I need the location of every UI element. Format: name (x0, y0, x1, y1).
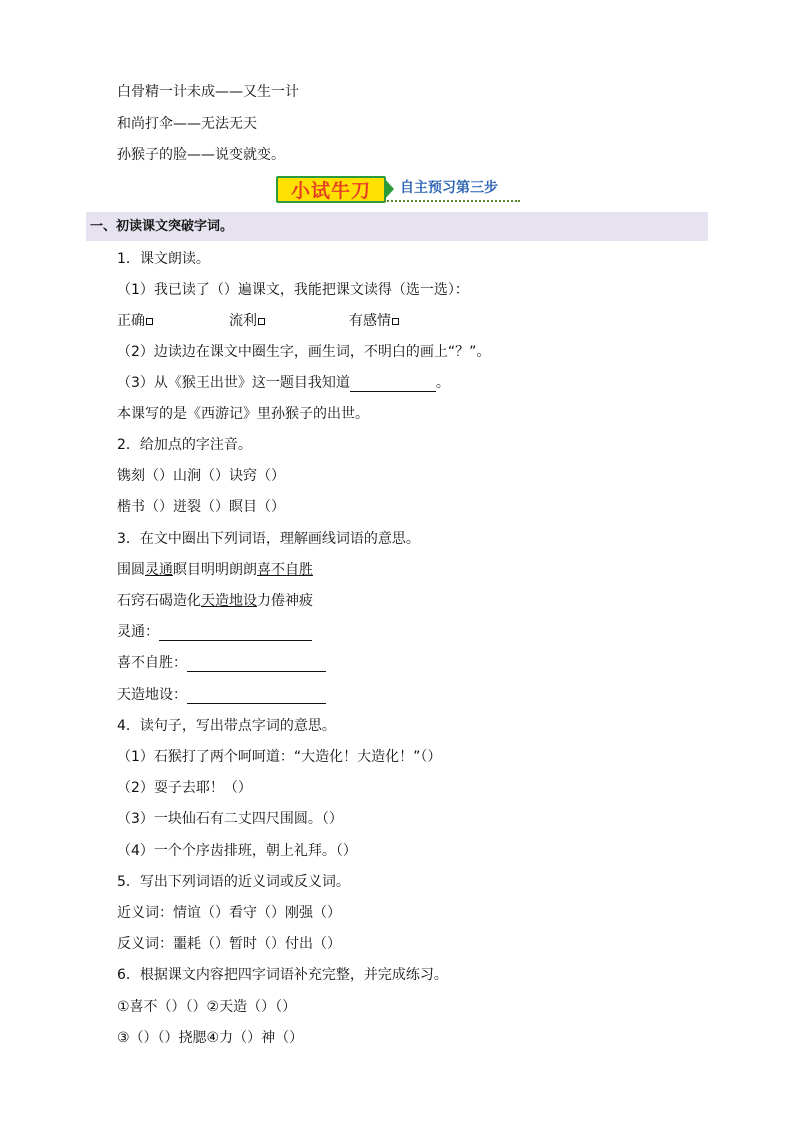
q3-title: 3．在文中圈出下列词语，理解画线词语的意思。 (117, 531, 420, 547)
q4-sentence-2: （2）耍子去耶！（） (117, 780, 252, 796)
q4-sentence-4: （4）一个个序齿排班，朝上礼拜。（） (117, 843, 357, 859)
q1-part3: （3）从《猴王出世》这一题目我知道 。 (117, 375, 450, 391)
q6-row-1: ①喜不（）（）②天造（）（） (117, 999, 297, 1015)
q1-answer: 本课写的是《西游记》里孙猴子的出世。 (117, 406, 369, 422)
option-expressive[interactable]: 有感情 (349, 313, 399, 329)
intro-line-2: 和尚打伞——无法无天 (117, 116, 257, 132)
q5-antonyms: 反义词：噩耗（）暂时（）付出（） (117, 936, 341, 952)
q6-title: 6．根据课文内容把四字词语补充完整，并完成练习。 (117, 967, 448, 983)
underlined-word: 灵通 (145, 562, 173, 578)
q6-row-2: ③（）（）挠腮④力（）神（） (117, 1030, 304, 1046)
intro-line-3: 孙猴子的脸——说变就变。 (117, 147, 285, 163)
checkbox-icon[interactable] (258, 318, 265, 325)
badge (276, 176, 386, 203)
q5-synonyms: 近义词：情谊（）看守（）刚强（） (117, 905, 341, 921)
q2-line-2: 楷书（）迸裂（）瞑目（） (117, 499, 285, 515)
answer-blank[interactable] (187, 689, 326, 704)
step-label: 自主预习第三步 (400, 180, 498, 196)
section-header (86, 212, 708, 241)
dotted-divider (384, 200, 520, 202)
q3-field-3: 天造地设： (117, 686, 326, 704)
q4-sentence-3: （3）一块仙石有二丈四尺围圆。（） (117, 811, 343, 827)
underlined-word: 喜不自胜 (257, 562, 313, 578)
q2-title: 2．给加点的字注音。 (117, 437, 252, 453)
q5-title: 5．写出下列词语的近义词或反义词。 (117, 874, 350, 890)
q3-words-1: 围圆灵通瞑目明明朗朗喜不自胜 (117, 562, 313, 578)
option-fluent[interactable]: 流利 (229, 313, 265, 329)
q1-title: 1．课文朗读。 (117, 251, 210, 267)
q3-words-2: 石窍石碣造化天造地设力倦神疲 (117, 593, 313, 609)
q1-options (117, 312, 399, 330)
option-correct[interactable]: 正确 (117, 313, 153, 329)
section-banner (276, 176, 520, 204)
q3-field-2: 喜不自胜： (117, 654, 326, 672)
answer-blank[interactable] (187, 657, 326, 672)
q1-part1: （1）我已读了（）遍课文，我能把课文读得（选一选）： (117, 282, 469, 298)
q2-line-1: 镌刻（）山涧（）诀窍（） (117, 468, 285, 484)
checkbox-icon[interactable] (146, 318, 153, 325)
section-title: 一、初读课文突破字词。 (90, 219, 234, 234)
underlined-word: 天造地设 (201, 593, 257, 609)
intro-line-1: 白骨精一计未成——又生一计 (117, 84, 299, 100)
badge-label: 小试牛刀 (290, 180, 371, 202)
checkbox-icon[interactable] (392, 318, 399, 325)
q4-title: 4．读句子，写出带点字词的意思。 (117, 718, 336, 734)
answer-blank[interactable] (159, 626, 312, 641)
arrow-icon (384, 178, 394, 200)
q1-part2: （2）边读边在课文中圈生字，画生词，不明白的画上“？”。 (117, 344, 491, 360)
answer-blank[interactable] (350, 377, 436, 392)
q4-sentence-1: （1）石猴打了两个呵呵道：“大造化！大造化！”（） (117, 749, 442, 765)
q3-field-1: 灵通： (117, 623, 312, 641)
